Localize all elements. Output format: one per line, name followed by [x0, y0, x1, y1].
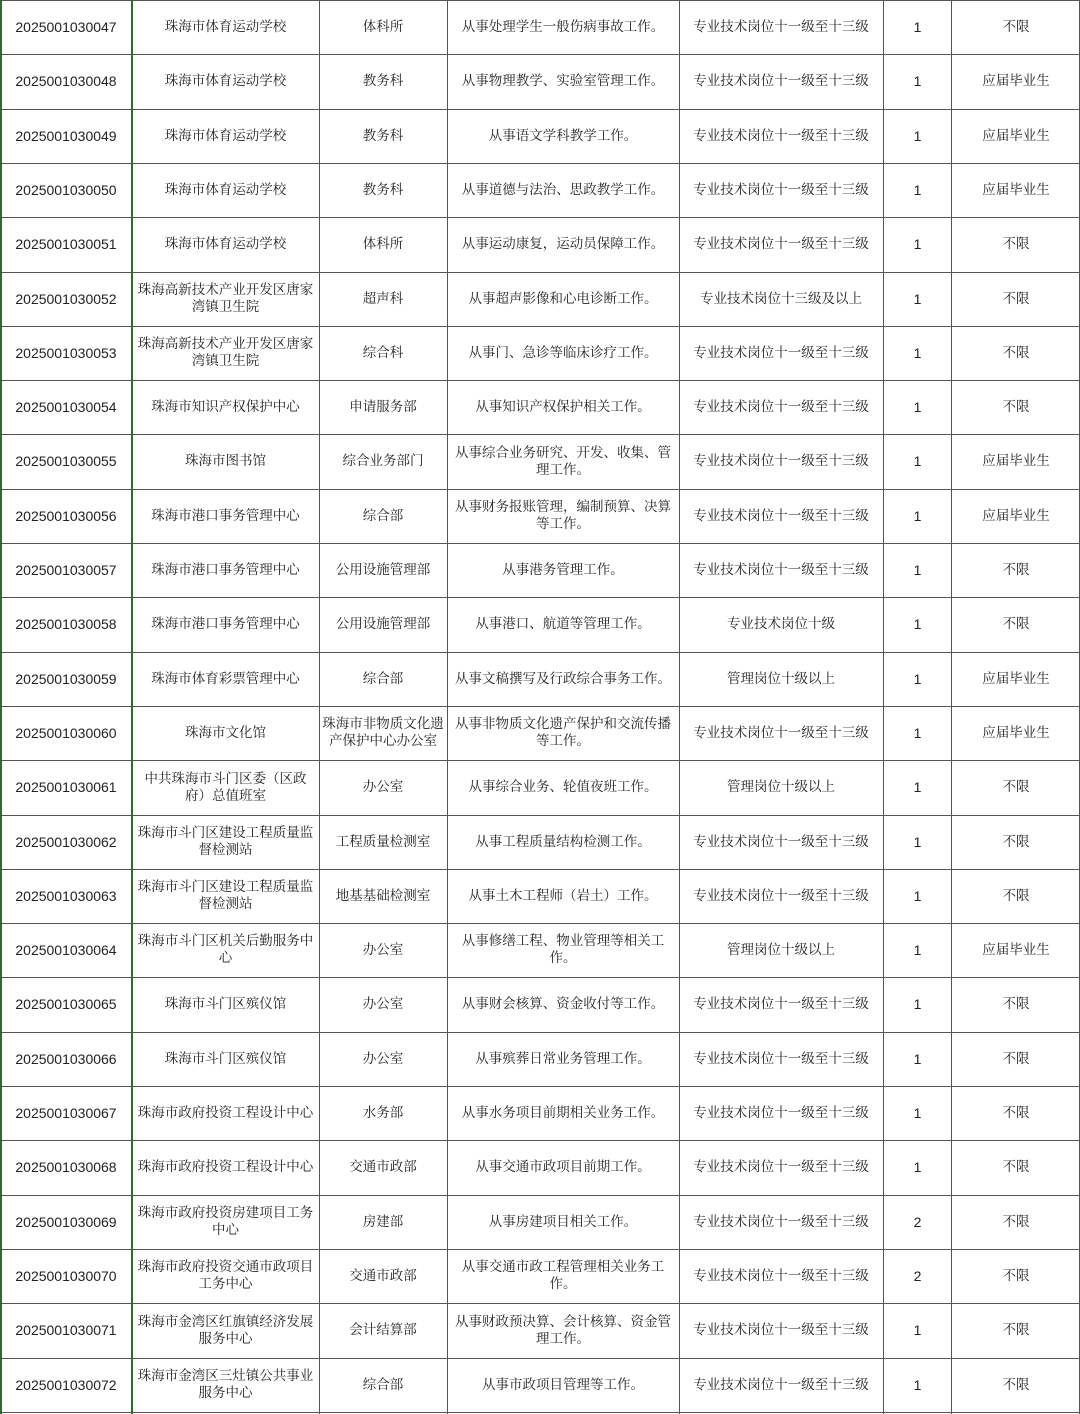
position-code-cell: 2025001030054: [15, 398, 117, 415]
applicant-requirement-cell: 不限: [1002, 1322, 1030, 1338]
job-duty-cell: 从事港口、航道等管理工作。: [475, 616, 651, 632]
post-level-cell: 专业技术岗位十一级至十三级: [693, 507, 869, 524]
position-code-cell: 2025001030058: [15, 616, 117, 632]
headcount-cell: 1: [913, 73, 922, 89]
employer-unit-cell: 珠海市港口事务管理中心: [151, 507, 300, 524]
job-duty-cell: 从事港务管理工作。: [502, 561, 624, 578]
headcount-cell: 1: [913, 887, 922, 904]
department-cell: 体科所: [362, 236, 404, 252]
employer-unit-cell: 珠海市斗门区殡仪馆: [164, 996, 287, 1012]
department-cell: 会计结算部: [349, 1322, 417, 1338]
applicant-requirement-cell: 不限: [1002, 1213, 1030, 1230]
employer-unit-cell: 珠海市港口事务管理中心: [151, 561, 300, 578]
table-row: [0, 597, 1080, 653]
employer-unit-cell: 珠海市图书馆: [185, 453, 266, 469]
position-code-cell: 2025001030070: [15, 1267, 117, 1284]
post-level-cell: 专业技术岗位十一级至十三级: [693, 561, 869, 578]
job-duty-cell: 从事语文学科教学工作。: [488, 127, 638, 144]
position-code-cell: 2025001030060: [15, 724, 117, 741]
applicant-requirement-cell: 不限: [1002, 1267, 1030, 1284]
column-divider: [951, 0, 952, 1414]
position-code-cell: 2025001030047: [15, 19, 117, 35]
post-level-cell: 专业技术岗位十一级至十三级: [693, 1267, 869, 1284]
position-code-cell: 2025001030066: [15, 1050, 117, 1067]
employer-unit-cell: 珠海市文化馆: [185, 724, 266, 741]
applicant-requirement-cell: 不限: [1002, 1159, 1030, 1175]
employer-unit-cell: 珠海市政府投资工程设计中心: [137, 1104, 314, 1121]
post-level-cell: 专业技术岗位十一级至十三级: [693, 833, 869, 850]
applicant-requirement-cell: 不限: [1002, 1104, 1030, 1121]
post-level-cell: 管理岗位十级以上: [727, 779, 835, 795]
applicant-requirement-cell: 应届毕业生: [982, 453, 1050, 469]
table-row: [0, 1086, 1080, 1141]
department-cell: 办公室: [362, 996, 404, 1012]
table-row: [0, 163, 1080, 218]
applicant-requirement-cell: 应届毕业生: [982, 127, 1050, 144]
headcount-cell: 1: [913, 1159, 922, 1175]
job-duty-cell: 从事文稿撰写及行政综合事务工作。: [455, 670, 671, 687]
department-cell: 办公室: [362, 779, 404, 795]
table-row: [0, 0, 1080, 55]
table-row: [0, 1358, 1080, 1413]
applicant-requirement-cell: 不限: [1002, 290, 1030, 307]
applicant-requirement-cell: 应届毕业生: [982, 670, 1050, 687]
employer-unit-cell: 珠海市知识产权保护中心: [151, 398, 300, 415]
table-row: [0, 923, 1080, 978]
applicant-requirement-cell: 应届毕业生: [982, 724, 1050, 741]
headcount-cell: 1: [913, 670, 922, 687]
headcount-cell: 1: [913, 1322, 922, 1338]
post-level-cell: 专业技术岗位十一级至十三级: [693, 398, 869, 415]
job-duty-cell: 从事修缮工程、物业管理等相关工作。: [461, 933, 665, 966]
post-level-cell: 专业技术岗位十一级至十三级: [693, 887, 869, 904]
department-cell: 教务科: [362, 73, 404, 89]
position-code-cell: 2025001030050: [15, 181, 117, 198]
table-row: [0, 706, 1080, 761]
employer-unit-cell: 珠海市体育彩票管理中心: [151, 670, 300, 687]
column-divider: [447, 0, 448, 1414]
position-code-cell: 2025001030055: [15, 453, 117, 469]
job-duty-cell: 从事工程质量结构检测工作。: [475, 833, 651, 850]
headcount-cell: 1: [913, 453, 922, 469]
employer-unit-cell: 珠海市斗门区机关后勤服务中心: [137, 933, 314, 966]
headcount-cell: 2: [913, 1213, 922, 1230]
post-level-cell: 专业技术岗位十一级至十三级: [693, 1104, 869, 1121]
position-code-cell: 2025001030059: [15, 670, 117, 687]
table-row: [0, 1140, 1080, 1196]
position-code-cell: 2025001030057: [15, 561, 117, 578]
department-cell: 水务部: [362, 1104, 404, 1121]
table-row: [0, 977, 1080, 1033]
post-level-cell: 管理岗位十级以上: [727, 670, 835, 687]
department-cell: 综合科: [362, 344, 404, 361]
job-duty-cell: 从事运动康复，运动员保障工作。: [461, 236, 665, 252]
position-code-cell: 2025001030071: [15, 1322, 117, 1338]
headcount-cell: 1: [913, 127, 922, 144]
post-level-cell: 专业技术岗位十一级至十三级: [693, 73, 869, 89]
job-duty-cell: 从事道德与法治、思政教学工作。: [461, 181, 665, 198]
headcount-cell: 1: [913, 398, 922, 415]
job-duty-cell: 从事物理教学、实验室管理工作。: [461, 73, 665, 89]
applicant-requirement-cell: 不限: [1002, 561, 1030, 578]
job-duty-cell: 从事土木工程师（岩土）工作。: [468, 887, 658, 904]
job-duty-cell: 从事殡葬日常业务管理工作。: [475, 1050, 651, 1067]
post-level-cell: 专业技术岗位十一级至十三级: [693, 453, 869, 469]
employer-unit-cell: 珠海市港口事务管理中心: [151, 616, 300, 632]
department-cell: 公用设施管理部: [335, 561, 431, 578]
post-level-cell: 专业技术岗位十一级至十三级: [693, 1213, 869, 1230]
headcount-cell: 1: [913, 724, 922, 741]
applicant-requirement-cell: 不限: [1002, 236, 1030, 252]
table-row: [0, 109, 1080, 164]
applicant-requirement-cell: 应届毕业生: [982, 507, 1050, 524]
job-duty-cell: 从事知识产权保护相关工作。: [475, 398, 651, 415]
headcount-cell: 1: [913, 181, 922, 198]
headcount-cell: 1: [913, 561, 922, 578]
table-row: [0, 543, 1080, 598]
employer-unit-cell: 珠海市政府投资交通市政项目工务中心: [137, 1259, 314, 1292]
job-duty-cell: 从事综合业务、轮值夜班工作。: [468, 779, 658, 795]
position-code-cell: 2025001030068: [15, 1159, 117, 1175]
employer-unit-cell: 珠海市金湾区红旗镇经济发展服务中心: [137, 1313, 314, 1347]
employer-unit-cell: 珠海市体育运动学校: [164, 181, 287, 198]
headcount-cell: 1: [913, 1050, 922, 1067]
department-cell: 房建部: [362, 1213, 404, 1230]
applicant-requirement-cell: 不限: [1002, 779, 1030, 795]
position-code-cell: 2025001030064: [15, 941, 117, 958]
column-divider: [0, 0, 2, 1414]
headcount-cell: 1: [913, 507, 922, 524]
applicant-requirement-cell: 不限: [1002, 616, 1030, 632]
table-row: [0, 1195, 1080, 1250]
job-duty-cell: 从事房建项目相关工作。: [488, 1213, 638, 1230]
headcount-cell: 1: [913, 941, 922, 958]
applicant-requirement-cell: 不限: [1002, 1050, 1030, 1067]
post-level-cell: 专业技术岗位十一级至十三级: [693, 1376, 869, 1393]
post-level-cell: 专业技术岗位十一级至十三级: [693, 127, 869, 144]
position-code-cell: 2025001030072: [15, 1376, 117, 1393]
table-row: [0, 489, 1080, 544]
department-cell: 交通市政部: [349, 1159, 417, 1175]
applicant-requirement-cell: 不限: [1002, 1376, 1030, 1393]
headcount-cell: 1: [913, 616, 922, 632]
department-cell: 综合业务部门: [342, 453, 424, 469]
job-duty-cell: 从事非物质文化遗产保护和交流传播等工作。: [455, 716, 671, 749]
job-duty-cell: 从事水务项目前期相关业务工作。: [461, 1104, 665, 1121]
applicant-requirement-cell: 不限: [1002, 996, 1030, 1012]
department-cell: 办公室: [362, 1050, 404, 1067]
post-level-cell: 专业技术岗位十三级及以上: [700, 290, 862, 307]
headcount-cell: 1: [913, 344, 922, 361]
department-cell: 体科所: [362, 19, 404, 35]
position-code-cell: 2025001030062: [15, 833, 117, 850]
post-level-cell: 管理岗位十级以上: [727, 941, 835, 958]
department-cell: 教务科: [362, 181, 404, 198]
table-row: [0, 272, 1080, 327]
headcount-cell: 1: [913, 290, 922, 307]
employer-unit-cell: 珠海市斗门区建设工程质量监督检测站: [137, 825, 314, 858]
table-row: [0, 1032, 1080, 1087]
position-code-cell: 2025001030067: [15, 1104, 117, 1121]
department-cell: 综合部: [362, 507, 404, 524]
department-cell: 交通市政部: [349, 1267, 417, 1284]
job-duty-cell: 从事交通市政项目前期工作。: [475, 1159, 651, 1175]
position-code-cell: 2025001030051: [15, 236, 117, 252]
table-row: [0, 54, 1080, 110]
post-level-cell: 专业技术岗位十一级至十三级: [693, 181, 869, 198]
table-row: [0, 815, 1080, 870]
headcount-cell: 1: [913, 1376, 922, 1393]
applicant-requirement-cell: 不限: [1002, 398, 1030, 415]
applicant-requirement-cell: 不限: [1002, 833, 1030, 850]
post-level-cell: 专业技术岗位十一级至十三级: [693, 1050, 869, 1067]
job-duty-cell: 从事超声影像和心电诊断工作。: [468, 290, 658, 307]
employer-unit-cell: 珠海市斗门区建设工程质量监督检测站: [137, 879, 314, 912]
applicant-requirement-cell: 应届毕业生: [982, 181, 1050, 198]
applicant-requirement-cell: 不限: [1002, 19, 1030, 35]
department-cell: 公用设施管理部: [335, 616, 431, 632]
table-row: [0, 760, 1080, 816]
department-cell: 办公室: [362, 941, 404, 958]
table-row: [0, 326, 1080, 381]
employer-unit-cell: 珠海高新技术产业开发区唐家湾镇卫生院: [137, 282, 314, 315]
department-cell: 综合部: [362, 1376, 404, 1393]
department-cell: 地基基础检测室: [335, 887, 431, 904]
department-cell: 申请服务部: [349, 398, 417, 415]
table-row: [0, 1303, 1080, 1359]
job-duty-cell: 从事门、急诊等临床诊疗工作。: [468, 344, 658, 361]
headcount-cell: 1: [913, 236, 922, 252]
job-duty-cell: 从事处理学生一般伤病事故工作。: [461, 19, 665, 35]
employer-unit-cell: 珠海市金湾区三灶镇公共事业服务中心: [137, 1368, 314, 1401]
post-level-cell: 专业技术岗位十一级至十三级: [693, 1322, 869, 1338]
column-divider: [319, 0, 320, 1414]
post-level-cell: 专业技术岗位十一级至十三级: [693, 724, 869, 741]
employer-unit-cell: 珠海市体育运动学校: [164, 19, 287, 35]
post-level-cell: 专业技术岗位十一级至十三级: [693, 996, 869, 1012]
job-duty-cell: 从事交通市政工程管理相关业务工作。: [461, 1259, 665, 1292]
employer-unit-cell: 中共珠海市斗门区委（区政府）总值班室: [144, 770, 307, 804]
position-code-cell: 2025001030049: [15, 127, 117, 144]
table-row: [0, 380, 1080, 435]
department-cell: 超声科: [362, 290, 404, 307]
job-duty-cell: 从事财会核算、资金收付等工作。: [461, 996, 665, 1012]
employer-unit-cell: 珠海市体育运动学校: [164, 236, 287, 252]
position-code-cell: 2025001030069: [15, 1213, 117, 1230]
column-divider: [883, 0, 884, 1414]
column-divider: [131, 0, 133, 1414]
position-code-cell: 2025001030052: [15, 290, 117, 307]
position-code-cell: 2025001030053: [15, 344, 117, 361]
headcount-cell: 1: [913, 1104, 922, 1121]
employer-unit-cell: 珠海市政府投资工程设计中心: [137, 1159, 314, 1175]
job-duty-cell: 从事财政预决算、会计核算、资金管理工作。: [455, 1313, 671, 1347]
headcount-cell: 1: [913, 19, 922, 35]
position-code-cell: 2025001030048: [15, 73, 117, 89]
employer-unit-cell: 珠海市体育运动学校: [164, 73, 287, 89]
headcount-cell: 1: [913, 833, 922, 850]
applicant-requirement-cell: 应届毕业生: [982, 73, 1050, 89]
position-code-cell: 2025001030065: [15, 996, 117, 1012]
post-level-cell: 专业技术岗位十一级至十三级: [693, 1159, 869, 1175]
headcount-cell: 1: [913, 996, 922, 1012]
column-divider: [679, 0, 680, 1414]
employer-unit-cell: 珠海市政府投资房建项目工务中心: [137, 1205, 314, 1238]
post-level-cell: 专业技术岗位十一级至十三级: [693, 236, 869, 252]
applicant-requirement-cell: 应届毕业生: [982, 941, 1050, 958]
post-level-cell: 专业技术岗位十级: [727, 616, 835, 632]
table-row: [0, 217, 1080, 273]
employer-unit-cell: 珠海市斗门区殡仪馆: [164, 1050, 287, 1067]
table-row: [0, 434, 1080, 490]
post-level-cell: 专业技术岗位十一级至十三级: [693, 19, 869, 35]
table-row: [0, 652, 1080, 707]
position-code-cell: 2025001030063: [15, 887, 117, 904]
headcount-cell: 2: [913, 1267, 922, 1284]
job-duty-cell: 从事财务报账管理，编制预算、决算等工作。: [455, 499, 671, 532]
department-cell: 工程质量检测室: [335, 833, 431, 850]
job-duty-cell: 从事综合业务研究、开发、收集、管理工作。: [455, 444, 671, 478]
employer-unit-cell: 珠海市体育运动学校: [164, 127, 287, 144]
table-row: [0, 869, 1080, 924]
position-code-cell: 2025001030056: [15, 507, 117, 524]
department-cell: 综合部: [362, 670, 404, 687]
position-code-cell: 2025001030061: [15, 779, 117, 795]
job-duty-cell: 从事市政项目管理等工作。: [482, 1376, 644, 1393]
applicant-requirement-cell: 不限: [1002, 344, 1030, 361]
applicant-requirement-cell: 不限: [1002, 887, 1030, 904]
post-level-cell: 专业技术岗位十一级至十三级: [693, 344, 869, 361]
table-row: [0, 1249, 1080, 1304]
department-cell: 教务科: [362, 127, 404, 144]
headcount-cell: 1: [913, 779, 922, 795]
department-cell: 珠海市非物质文化遗产保护中心办公室: [322, 716, 444, 749]
employer-unit-cell: 珠海高新技术产业开发区唐家湾镇卫生院: [137, 336, 314, 369]
